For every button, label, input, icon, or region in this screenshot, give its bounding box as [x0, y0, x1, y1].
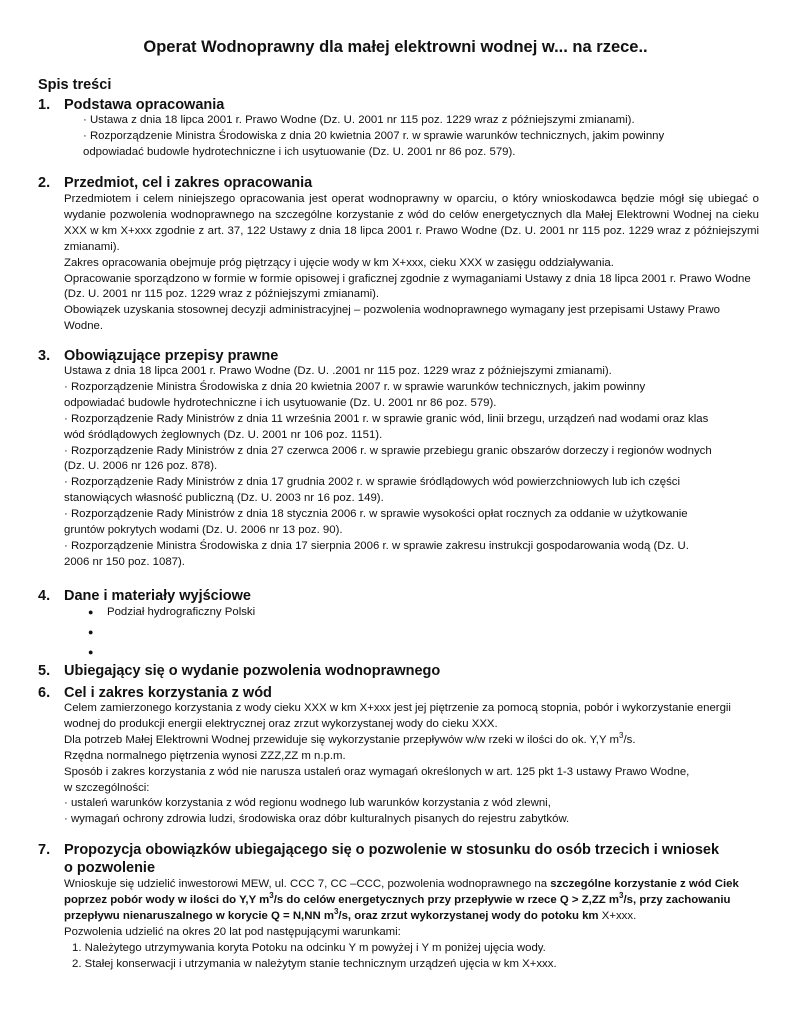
paragraph: Opracowanie sporządzono w formie w formie opisowej i graficznej zgodnie z wymaganiami Ustawy z dnia 18 lipca 2001 r. Prawo Wodne (Dz. U. 2001 nr 115 poz. 1229 wraz z późniejszymi zmianami).	[64, 272, 751, 301]
paragraph: Sposób i zakres korzystania z wód nie narusza ustaleń oraz wymagań określonych w art. 125 pkt 1-3 ustawy Prawo Wodne,	[64, 765, 690, 778]
regulation-line: · Rozporządzenie Rady Ministrów z dnia 17 grudnia 2002 r. w sprawie śródlądowych wód powierzchniowych lub ich części	[64, 476, 681, 489]
bullet-icon: ●	[88, 646, 94, 657]
regulation-line: · Rozporządzenie Rady Ministrów z dnia 18 stycznia 2006 r. w sprawie wysokości opłat rocznych za oddanie w użytkowanie	[64, 508, 688, 521]
paragraph: Przedmiotem i celem niniejszego opracowania jest operat wodnoprawny w oparciu, o który wnioskodawca będzie mógł się ubiegać o wydanie pozwolenia wodnoprawnego na szczególne korzystanie z wód do celów energetycznych dla Małej Elektrowni Wodnej na cieku XXX w km X+xxx zgodnie z art. 37, 122 Ustawy z dnia 18 lipca 2001 r. Prawo Wodne (Dz. U. 2001 nr 115 poz. 1229 wraz z późniejszymi zmianami).	[64, 193, 759, 253]
section-7-heading: 7. Propozycja obowiązków ubiegającego się o pozwolenie w stosunku do osób trzecich i wniosek o pozwolenie	[38, 842, 720, 876]
regulation-line: · Rozporządzenie Rady Ministrów z dnia 27 czerwca 2006 r. w sprawie przebiegu granic obszarów dorzeczy i regionów wodnych	[64, 444, 712, 457]
section-2-heading: 2. Przedmiot, cel i zakres opracowania	[38, 175, 313, 191]
regulation-line: odpowiadać budowle hydrotechniczne i ich usytuowanie (Dz. U. 2001 nr 86 poz. 579).	[64, 396, 497, 409]
toc-label: Spis treści	[38, 77, 112, 93]
section-6-body	[64, 701, 759, 828]
legal-basis-line: · Ustawa z dnia 18 lipca 2001 r. Prawo Wodne (Dz. U. 2001 nr 115 poz. 1229 wraz z późniejszymi zmianami).	[83, 114, 635, 126]
legal-basis-line: · Rozporządzenie Ministra Środowiska z dnia 20 kwietnia 2007 r. w sprawie warunków technicznych, jakim powinny	[83, 129, 665, 142]
paragraph: · ustaleń warunków korzystania z wód regionu wodnego lub warunków korzystania z wód zlewni,	[64, 797, 551, 810]
paragraph: w szczególności:	[64, 781, 150, 794]
legal-basis-line: odpowiadać budowle hydrotechniczne i ich usytuowanie (Dz. U. 2001 nr 86 poz. 579).	[83, 145, 516, 158]
regulation-line: wód śródlądowych żeglownych (Dz. U. 2001 nr 106 poz. 1151).	[64, 428, 383, 441]
list-item: ● Podział hydrograficzny Polski	[88, 603, 255, 623]
condition-item: 2. Stałej konserwacji i utrzymania w należytym stanie technicznym urządzeń ujęcia w km X+xxx.	[72, 957, 557, 970]
regulation-line: (Dz. U. 2006 nr 126 poz. 878).	[64, 460, 218, 473]
regulation-line: · Rozporządzenie Rady Ministrów z dnia 11 września 2001 r. w sprawie granic wód, linii brzegu, urządzeń nad wodami oraz klas	[64, 412, 709, 425]
document-title: Operat Wodnoprawny dla małej elektrowni wodnej w... na rzece..	[143, 38, 648, 56]
section-3-body	[64, 364, 759, 571]
section-2-body	[64, 192, 759, 335]
paragraph: Zakres opracowania obejmuje próg piętrzący i ujęcie wody w km X+xxx, cieku XXX w zasięgu oddziaływania.	[64, 256, 614, 269]
materials-list	[88, 603, 255, 662]
section-3-heading: 3. Obowiązujące przepisy prawne	[38, 348, 279, 364]
section-1-heading: 1. Podstawa opracowania	[38, 97, 225, 113]
request-paragraph: Wnioskuje się udzielić inwestorowi MEW, ul. CCC 7, CC –CCC, pozwolenia wodnoprawnego na szczególne korzystanie z wód Ciek poprzez pobór wody w ilości do Y,Y $m^3/s$ do celów energetycznych przy przepływie w rzece Q > Z,ZZ $m^3/s$, przy zachowaniu przepływu nienaruszalnego w korycie Q = N,NN $m^3/s$, oraz zrzut wykorzystanej wody do potoku km X+xxx.	[64, 878, 739, 922]
section-6-heading: 6. Cel i zakres korzystania z wód	[38, 685, 272, 701]
paragraph: · wymagań ochrony zdrowia ludzi, środowiska oraz dóbr kulturalnych pisanych do rejestru zabytków.	[64, 813, 570, 826]
bullet-icon: ●	[88, 607, 94, 617]
section-5-heading: 5. Ubiegający się o wydanie pozwolenia wodnoprawnego	[38, 663, 441, 679]
paragraph: Pozwolenia udzielić na okres 20 lat pod następującymi warunkami:	[64, 925, 401, 938]
regulation-line: · Rozporządzenie Ministra Środowiska z dnia 20 kwietnia 2007 r. w sprawie warunków technicznych, jakim powinny	[64, 380, 646, 393]
bullet-icon: ●	[88, 626, 94, 637]
section-4-heading: 4. Dane i materiały wyjściowe	[38, 588, 251, 604]
regulation-line: 2006 nr 150 poz. 1087).	[64, 555, 185, 568]
regulation-line: Ustawa z dnia 18 lipca 2001 r. Prawo Wodne (Dz. U. .2001 nr 115 poz. 1229 wraz z późniejszymi zmianami).	[64, 365, 612, 377]
regulation-line: gruntów pokrytych wodami (Dz. U. 2006 nr 13 poz. 90).	[64, 524, 343, 537]
paragraph: Obowiązek uzyskania stosownej decyzji administracyjnej – pozwolenia wodnoprawnego wymagany jest przepisami Ustawy Prawo Wodne.	[64, 304, 720, 333]
conditions-list	[64, 941, 759, 973]
list-item	[88, 643, 255, 663]
section-1-body	[83, 113, 759, 161]
flow-paragraph: Dla potrzeb Małej Elektrowni Wodnej przewiduje się wykorzystanie przepływów w/w rzeki w ilości do ok. Y,Y $m^3/s$.	[64, 731, 636, 746]
section-7-body	[64, 877, 759, 972]
paragraph: Rzędna normalnego piętrzenia wynosi ZZZ,ZZ m n.p.m.	[64, 749, 346, 762]
list-item	[88, 623, 255, 643]
regulation-line: stanowiących własność publiczną (Dz. U. 2003 nr 16 poz. 149).	[64, 492, 384, 505]
paragraph: Celem zamierzonego korzystania z wody cieku XXX w km X+xxx jest jej piętrzenie za pomocą stopnia, pobór i wykorzystanie energii wodnej do produkcji energii elektrycznej oraz zrzut wykorzystanej wody do cieku XXX.	[64, 702, 731, 730]
condition-item: 1. Należytego utrzymywania koryta Potoku na odcinku Y m powyżej i Y m poniżej ujęcia wody.	[72, 941, 546, 954]
regulation-line: · Rozporządzenie Ministra Środowiska z dnia 17 sierpnia 2006 r. w sprawie zakresu instrukcji gospodarowania wodą (Dz. U.	[64, 539, 689, 552]
